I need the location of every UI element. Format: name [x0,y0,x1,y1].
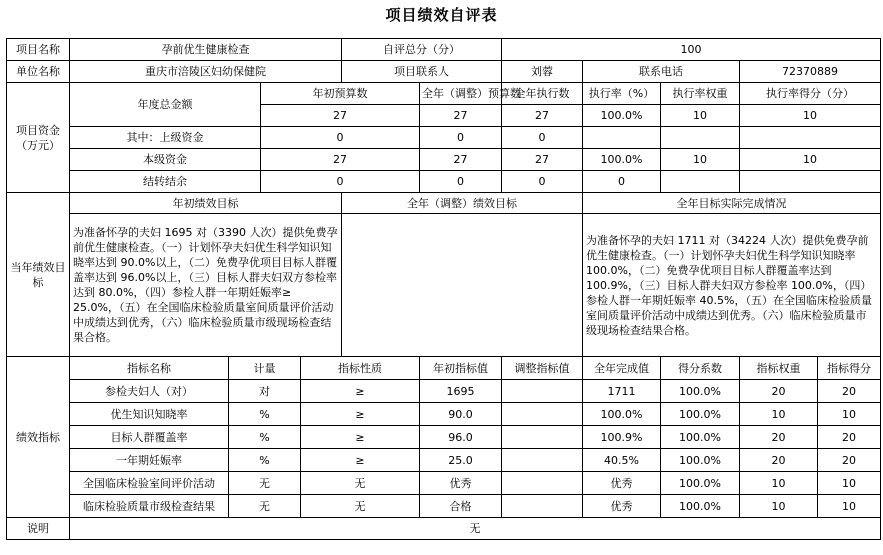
contact-value: 刘蓉 [502,61,583,83]
table-row [7,495,881,518]
funds-total-initial: 27 [261,105,420,127]
ind-nature: ≥ [301,380,420,403]
phone-label: 联系电话 [583,61,740,83]
goals-content-row [7,214,881,357]
page-title: 项目绩效自评表 [385,6,498,24]
ind-coef: 100.0% [661,449,740,472]
table-row [7,380,881,403]
ind-weight: 20 [740,426,818,449]
row-note [7,518,881,540]
row-project-name [7,39,881,61]
ind-actual: 40.5% [583,449,661,472]
funds-superior-weight [661,127,740,149]
indicators-section-label: 绩效指标 [7,357,70,518]
ind-initial: 合格 [420,495,502,518]
ind-name: 优生知识知晓率 [70,403,229,426]
funds-carry-executed: 0 [502,171,583,193]
funds-superior-label: 其中：上级资金 [70,127,261,149]
ind-header-name: 指标名称 [70,357,229,380]
ind-weight: 10 [740,403,818,426]
ind-score: 10 [818,403,881,426]
funds-local-adjusted: 27 [420,149,502,171]
ind-unit: 对 [229,380,301,403]
ind-header-nature: 指标性质 [301,357,420,380]
note-value: 无 [70,518,881,540]
funds-section-label: 项目资金（万元） [7,83,70,193]
ind-weight: 20 [740,449,818,472]
ind-nature: ≥ [301,449,420,472]
ind-coef: 100.0% [661,380,740,403]
unit-label: 单位名称 [7,61,70,83]
ind-adjusted [502,472,583,495]
funds-superior-executed: 0 [502,127,583,149]
ind-unit: 无 [229,495,301,518]
score-value: 100 [502,39,881,61]
funds-total-weight: 10 [661,105,740,127]
funds-row-local [7,149,881,171]
ind-header-weight: 指标权重 [740,357,818,380]
funds-header-score: 执行率得分（分） [740,83,881,105]
ind-coef: 100.0% [661,426,740,449]
ind-header-score: 指标得分 [818,357,881,380]
row-unit [7,61,881,83]
ind-adjusted [502,380,583,403]
ind-actual: 优秀 [583,495,661,518]
note-label: 说明 [7,518,70,540]
funds-local-score: 10 [740,149,881,171]
table-row [7,403,881,426]
funds-total-executed: 27 [502,105,583,127]
goals-section-label: 当年绩效目标 [7,193,70,357]
funds-carry-initial: 0 [261,171,420,193]
ind-score: 20 [818,380,881,403]
ind-header-unit: 计量 [229,357,301,380]
ind-actual: 100.0% [583,403,661,426]
ind-initial: 25.0 [420,449,502,472]
ind-unit: % [229,403,301,426]
funds-total-adjusted: 27 [420,105,502,127]
funds-local-executed: 27 [502,149,583,171]
funds-superior-score [740,127,881,149]
ind-score: 10 [818,472,881,495]
funds-carry-label: 结转结余 [70,171,261,193]
self-evaluation-table [6,38,881,540]
phone-value: 72370889 [740,61,881,83]
ind-initial: 96.0 [420,426,502,449]
score-label: 自评总分（分） [342,39,502,61]
goals-col-adjusted: 全年（调整）绩效目标 [342,193,583,214]
goals-header-row [7,193,881,214]
ind-coef: 100.0% [661,472,740,495]
ind-name: 一年期妊娠率 [70,449,229,472]
ind-score: 20 [818,426,881,449]
funds-header-weight: 执行率权重 [661,83,740,105]
project-name-label: 项目名称 [7,39,70,61]
ind-unit: % [229,449,301,472]
ind-nature: ≥ [301,426,420,449]
ind-name: 全国临床检验室间评价活动 [70,472,229,495]
funds-carry-adjusted: 0 [420,171,502,193]
funds-header-executed: 全年执行数 [502,83,583,105]
goals-actual-text: 为准备怀孕的夫妇 1711 对（34224 人次）提供免费孕前优生健康检查。（一）计划怀孕夫妇优生科学知识知晓率 100.0%，（二）免费孕优项目目标人群覆盖率达到 100.9%，（三）目标人群夫妇双方参检率 100.0%，（四）参检人群一年期妊娠率 40.5%，（五）在全国临床检验质量室间质量评价活动中成绩达到优秀。（六）临床检验质量市级现场检查结果合格。 [583,214,881,357]
funds-superior-adjusted: 0 [420,127,502,149]
funds-superior-rate [583,127,661,149]
ind-header-adjusted: 调整指标值 [502,357,583,380]
funds-carry-rate: 0 [583,171,661,193]
ind-weight: 20 [740,380,818,403]
indicators-header-row [7,357,881,380]
funds-header-rate: 执行率（%） [583,83,661,105]
unit-value: 重庆市涪陵区妇幼保健院 [70,61,342,83]
funds-local-initial: 27 [261,149,420,171]
ind-adjusted [502,403,583,426]
ind-nature: 无 [301,472,420,495]
ind-nature: ≥ [301,403,420,426]
ind-coef: 100.0% [661,403,740,426]
project-name-value: 孕前优生健康检查 [70,39,342,61]
goals-adjusted-text [342,214,583,357]
contact-label: 项目联系人 [342,61,502,83]
ind-actual: 100.9% [583,426,661,449]
ind-adjusted [502,426,583,449]
ind-initial: 90.0 [420,403,502,426]
ind-adjusted [502,495,583,518]
ind-header-initial: 年初指标值 [420,357,502,380]
funds-header-adjusted: 全年（调整）预算数 [420,83,502,105]
table-row [7,449,881,472]
ind-header-coef: 得分系数 [661,357,740,380]
goals-col-initial: 年初绩效目标 [70,193,342,214]
funds-header-initial: 年初预算数 [261,83,420,105]
ind-unit: 无 [229,472,301,495]
ind-name: 临床检验质量市级检查结果 [70,495,229,518]
funds-local-label: 本级资金 [70,149,261,171]
funds-total-rate: 100.0% [583,105,661,127]
funds-carry-weight [661,171,740,193]
funds-carry-score [740,171,881,193]
funds-superior-initial: 0 [261,127,420,149]
goals-initial-text: 为准备怀孕的夫妇 1695 对（3390 人次）提供免费孕前优生健康检查。（一）计划怀孕夫妇优生科学知识知晓率达到 90.0%以上，（二）免费孕优项目目标人群覆盖率达到 96.0%以上，（三）目标人群夫妇双方参检率达到 80.0%，（四）参检人群一年期妊娠率≥ 25.0%，（五）在全国临床检验质量室间质量评价活动中成绩达到优秀，（六）临床检验质量市级现场检查结果合格。 [70,214,342,357]
funds-header-total: 年度总金额 [70,83,261,127]
ind-initial: 1695 [420,380,502,403]
ind-name: 目标人群覆盖率 [70,426,229,449]
ind-actual: 优秀 [583,472,661,495]
ind-name: 参检夫妇人（对） [70,380,229,403]
funds-row-superior [7,127,881,149]
ind-initial: 优秀 [420,472,502,495]
funds-local-rate: 100.0% [583,149,661,171]
funds-row-carry [7,171,881,193]
ind-weight: 10 [740,495,818,518]
funds-total-score: 10 [740,105,881,127]
goals-col-actual: 全年目标实际完成情况 [583,193,881,214]
ind-score: 10 [818,495,881,518]
ind-unit: % [229,426,301,449]
ind-weight: 10 [740,472,818,495]
table-row [7,426,881,449]
ind-adjusted [502,449,583,472]
ind-actual: 1711 [583,380,661,403]
ind-header-actual: 全年完成值 [583,357,661,380]
ind-score: 20 [818,449,881,472]
funds-header-row [7,83,881,105]
ind-coef: 100.0% [661,495,740,518]
table-row [7,472,881,495]
ind-nature: 无 [301,495,420,518]
funds-local-weight: 10 [661,149,740,171]
